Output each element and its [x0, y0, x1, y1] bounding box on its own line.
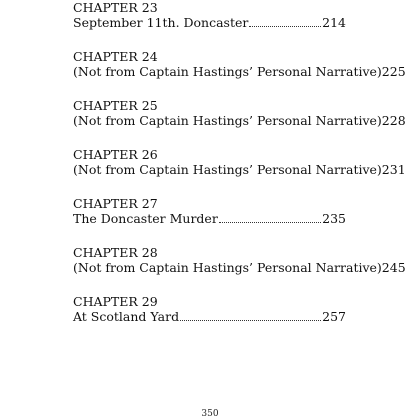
toc-line[interactable] [73, 113, 406, 129]
toc-line[interactable] [73, 15, 346, 31]
toc-entry-chapter-28 [73, 245, 406, 276]
toc-entry-chapter-26 [73, 147, 406, 178]
toc-entry-chapter-23 [73, 0, 346, 31]
toc-line[interactable] [73, 162, 406, 178]
toc-entry-chapter-25 [73, 98, 406, 129]
chapter-title: (Not from Captain Hastings’ Personal Narrative) [73, 162, 382, 177]
chapter-heading: CHAPTER 23 [73, 0, 158, 15]
chapter-title: September 11th. Doncaster [73, 15, 249, 30]
page-number: 245 [381, 260, 406, 275]
chapter-title: (Not from Captain Hastings’ Personal Narrative) [73, 260, 382, 275]
toc-entry-chapter-24 [73, 49, 406, 80]
dot-leader [180, 320, 321, 321]
toc-line[interactable] [73, 309, 346, 325]
chapter-heading: CHAPTER 28 [73, 245, 158, 260]
toc-entry-chapter-29 [73, 294, 346, 325]
toc-entry-chapter-27 [73, 196, 346, 227]
chapter-heading: CHAPTER 26 [73, 147, 158, 162]
toc-line[interactable] [73, 260, 406, 276]
chapter-title: The Doncaster Murder [73, 211, 218, 226]
chapter-heading: CHAPTER 27 [73, 196, 158, 211]
chapter-heading: CHAPTER 25 [73, 98, 158, 113]
chapter-title: (Not from Captain Hastings’ Personal Narrative) [73, 113, 382, 128]
chapter-heading: CHAPTER 29 [73, 294, 158, 309]
toc-line[interactable] [73, 64, 406, 80]
page-number: 235 [322, 211, 346, 226]
table-of-contents [73, 0, 406, 343]
page-number: 225 [381, 64, 406, 79]
page-footer-number: 350 [201, 409, 219, 419]
toc-line[interactable] [73, 211, 346, 227]
chapter-title: At Scotland Yard [73, 309, 180, 324]
dot-leader [249, 26, 321, 27]
chapter-heading: CHAPTER 24 [73, 49, 158, 64]
page-number: 257 [322, 309, 346, 324]
chapter-title: (Not from Captain Hastings’ Personal Narrative) [73, 64, 382, 79]
dot-leader [219, 222, 321, 223]
page-number: 231 [381, 162, 406, 177]
page-number: 214 [322, 15, 346, 30]
page-number: 228 [381, 113, 406, 128]
